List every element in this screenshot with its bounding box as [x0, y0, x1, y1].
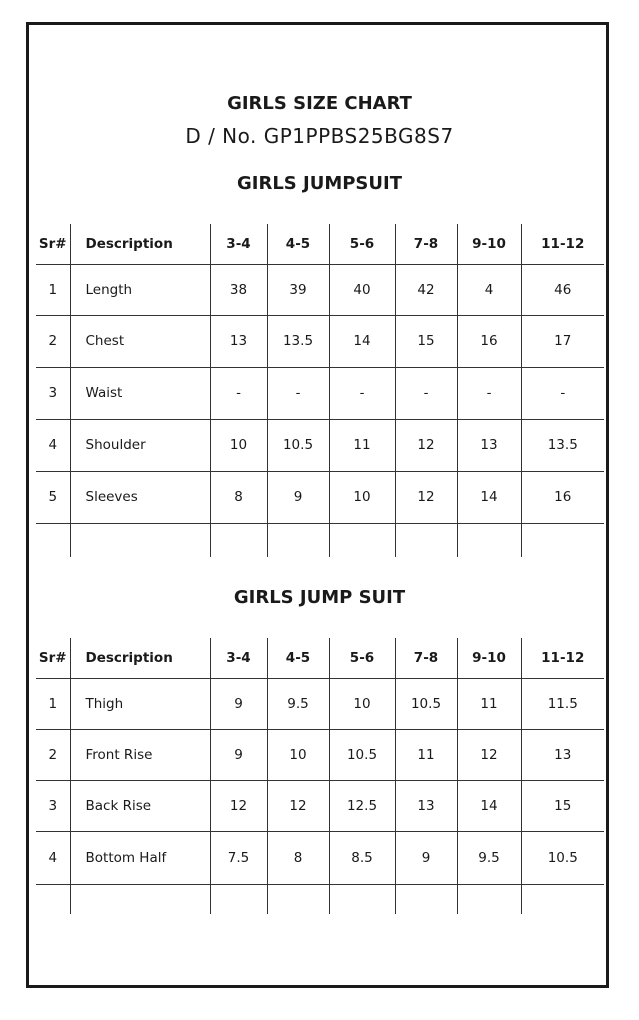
row-sr: 3	[36, 367, 70, 419]
table-empty-row	[36, 884, 604, 914]
row-sr: 5	[36, 471, 70, 523]
header-size: 11-12	[521, 224, 604, 264]
row-value: 11	[329, 419, 395, 471]
header-size: 5-6	[329, 224, 395, 264]
row-value: 13	[457, 419, 521, 471]
row-sr: 4	[36, 419, 70, 471]
table-row	[36, 471, 604, 523]
jump-suit-size-table	[36, 638, 604, 914]
row-value: 11	[457, 678, 521, 729]
row-value: 10	[329, 471, 395, 523]
row-value: 8	[267, 831, 329, 884]
row-value: 10.5	[521, 831, 604, 884]
row-value: 13	[210, 315, 267, 367]
row-value: 11.5	[521, 678, 604, 729]
row-value: 13.5	[267, 315, 329, 367]
row-value: 39	[267, 264, 329, 315]
row-sr: 2	[36, 729, 70, 780]
row-value: -	[395, 367, 457, 419]
row-value: 9	[210, 678, 267, 729]
table-empty-row	[36, 523, 604, 557]
row-description: Sleeves	[70, 471, 210, 523]
row-value: 9.5	[457, 831, 521, 884]
row-value: 16	[521, 471, 604, 523]
row-value: 12	[457, 729, 521, 780]
row-value: 10.5	[267, 419, 329, 471]
header-description: Description	[70, 638, 210, 678]
row-value: 9.5	[267, 678, 329, 729]
table-header-row	[36, 638, 604, 678]
row-value: -	[210, 367, 267, 419]
row-description: Bottom Half	[70, 831, 210, 884]
row-value: -	[267, 367, 329, 419]
row-value: 11	[395, 729, 457, 780]
row-value: 16	[457, 315, 521, 367]
row-value: 12.5	[329, 780, 395, 831]
table-row	[36, 831, 604, 884]
header-size: 3-4	[210, 224, 267, 264]
table-row	[36, 729, 604, 780]
row-value: 14	[457, 780, 521, 831]
row-value: 9	[395, 831, 457, 884]
table-row	[36, 367, 604, 419]
row-sr: 2	[36, 315, 70, 367]
table-row	[36, 419, 604, 471]
header-size: 4-5	[267, 224, 329, 264]
row-value: 13	[521, 729, 604, 780]
row-sr: 1	[36, 264, 70, 315]
table-row	[36, 264, 604, 315]
row-value: 13	[395, 780, 457, 831]
row-value: 42	[395, 264, 457, 315]
row-value: -	[329, 367, 395, 419]
design-number: D / No. GP1PPBS25BG8S7	[185, 124, 454, 148]
header-size: 3-4	[210, 638, 267, 678]
table1-title: GIRLS JUMPSUIT	[236, 173, 402, 194]
row-value: 10	[210, 419, 267, 471]
row-value: 8.5	[329, 831, 395, 884]
row-value: 10	[329, 678, 395, 729]
header-size: 5-6	[329, 638, 395, 678]
table-row	[36, 780, 604, 831]
row-value: 12	[267, 780, 329, 831]
row-value: 4	[457, 264, 521, 315]
jumpsuit-size-table	[36, 224, 604, 557]
row-value: 7.5	[210, 831, 267, 884]
row-value: 9	[267, 471, 329, 523]
row-description: Front Rise	[70, 729, 210, 780]
row-value: 10.5	[329, 729, 395, 780]
row-value: 38	[210, 264, 267, 315]
chart-title: GIRLS SIZE CHART	[227, 93, 412, 114]
row-sr: 4	[36, 831, 70, 884]
table2-title: GIRLS JUMP SUIT	[233, 587, 406, 608]
row-value: 17	[521, 315, 604, 367]
row-description: Thigh	[70, 678, 210, 729]
row-value: 46	[521, 264, 604, 315]
row-sr: 1	[36, 678, 70, 729]
row-value: 10.5	[395, 678, 457, 729]
row-value: 13.5	[521, 419, 604, 471]
header-size: 9-10	[457, 224, 521, 264]
header-size: 7-8	[395, 224, 457, 264]
row-value: 10	[267, 729, 329, 780]
row-sr: 3	[36, 780, 70, 831]
row-value: 14	[329, 315, 395, 367]
row-value: 40	[329, 264, 395, 315]
row-value: -	[457, 367, 521, 419]
header-description: Description	[70, 224, 210, 264]
row-value: 9	[210, 729, 267, 780]
row-description: Length	[70, 264, 210, 315]
header-size: 11-12	[521, 638, 604, 678]
row-description: Back Rise	[70, 780, 210, 831]
header-size: 4-5	[267, 638, 329, 678]
row-description: Waist	[70, 367, 210, 419]
row-value: -	[521, 367, 604, 419]
header-sr: Sr#	[36, 224, 70, 264]
row-value: 12	[395, 419, 457, 471]
row-value: 15	[395, 315, 457, 367]
row-value: 14	[457, 471, 521, 523]
row-value: 12	[210, 780, 267, 831]
row-description: Shoulder	[70, 419, 210, 471]
table-row	[36, 315, 604, 367]
header-size: 7-8	[395, 638, 457, 678]
row-value: 8	[210, 471, 267, 523]
header-sr: Sr#	[36, 638, 70, 678]
table-row	[36, 678, 604, 729]
row-value: 12	[395, 471, 457, 523]
table-header-row	[36, 224, 604, 264]
row-description: Chest	[70, 315, 210, 367]
row-value: 15	[521, 780, 604, 831]
header-size: 9-10	[457, 638, 521, 678]
